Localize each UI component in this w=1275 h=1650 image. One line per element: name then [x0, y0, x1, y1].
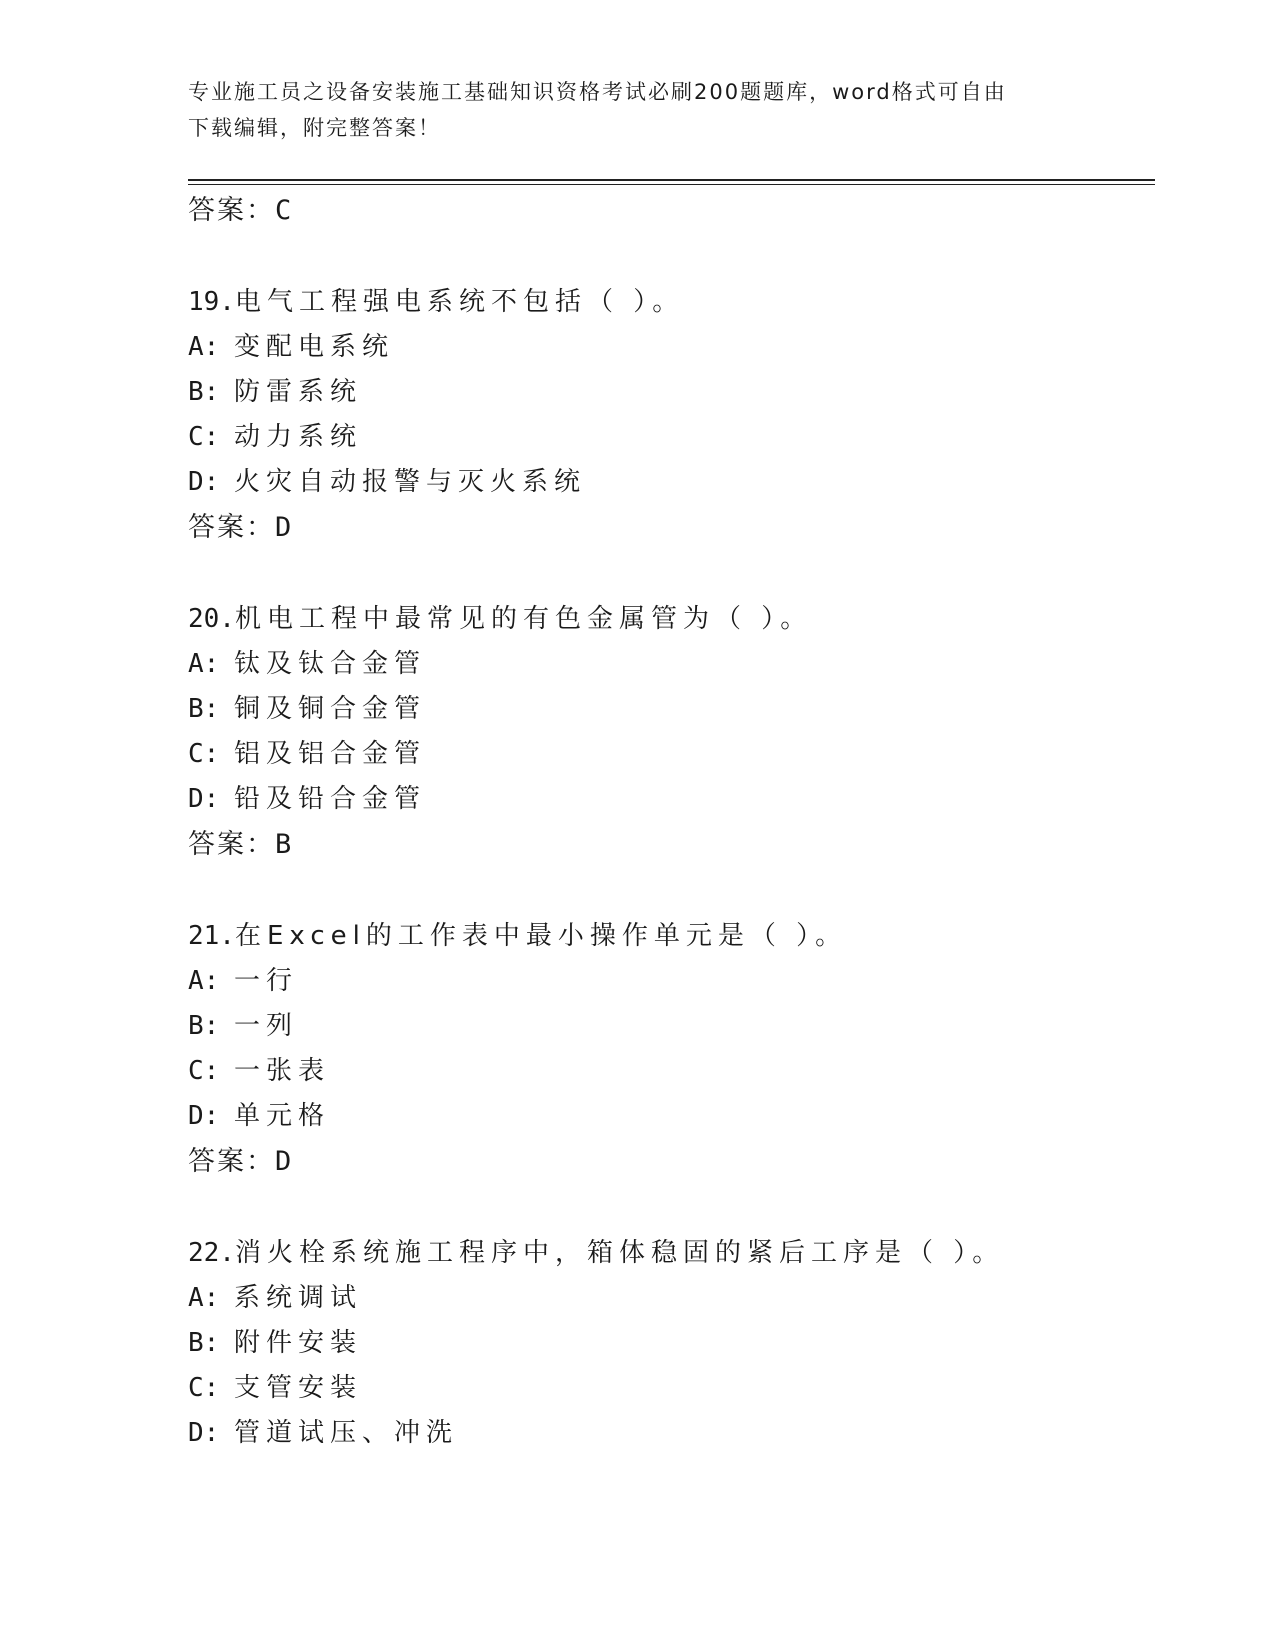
question-list	[188, 188, 1155, 1456]
question-block	[188, 596, 1155, 868]
answer-label: 答案：	[188, 195, 275, 226]
answer-line	[188, 1139, 1155, 1185]
question-stem: 在Excel的工作表中最小操作单元是（ ）。	[234, 921, 848, 951]
question-spacer	[188, 551, 1155, 596]
answer-label: 答案：	[188, 512, 275, 543]
answer-line	[188, 822, 1155, 868]
option-text: 防雷系统	[234, 377, 363, 407]
option-text: 一行	[234, 966, 299, 996]
question-text	[188, 1230, 1155, 1276]
option-text: 系统调试	[234, 1283, 363, 1313]
answer-value: D	[275, 1146, 294, 1177]
answer-label: 答案：	[188, 1146, 275, 1177]
option-item	[188, 1321, 1155, 1366]
option-text: 管道试压、冲洗	[234, 1418, 459, 1448]
question-text	[188, 596, 1155, 642]
answer-line-previous	[188, 188, 1155, 234]
option-letter: D:	[188, 467, 220, 497]
option-text: 火灾自动报警与灭火系统	[234, 467, 587, 497]
option-item	[188, 370, 1155, 415]
option-letter: A:	[188, 332, 220, 362]
option-text: 附件安装	[234, 1328, 363, 1358]
header-divider-thick	[188, 179, 1155, 181]
option-item	[188, 1366, 1155, 1411]
question-block	[188, 279, 1155, 551]
question-spacer	[188, 868, 1155, 913]
option-letter: C:	[188, 422, 220, 452]
question-number: 22.	[188, 1238, 235, 1268]
question-block	[188, 1230, 1155, 1456]
document-header	[188, 74, 1078, 146]
option-text: 变配电系统	[234, 332, 395, 362]
option-text: 一列	[234, 1011, 299, 1041]
question-stem: 电气工程强电系统不包括（ ）。	[234, 287, 685, 317]
question-text	[188, 279, 1155, 325]
option-letter: D:	[188, 1418, 220, 1448]
header-title-line-2: 下载编辑，附完整答案！	[188, 116, 441, 140]
option-letter: A:	[188, 1283, 220, 1313]
option-item	[188, 460, 1155, 505]
option-text: 铅及铅合金管	[234, 784, 427, 814]
option-letter: B:	[188, 1328, 220, 1358]
question-text	[188, 913, 1155, 959]
option-letter: C:	[188, 739, 220, 769]
option-letter: D:	[188, 1101, 220, 1131]
option-text: 支管安装	[234, 1373, 363, 1403]
option-item	[188, 687, 1155, 732]
option-item	[188, 732, 1155, 777]
option-text: 一张表	[234, 1056, 331, 1086]
option-item	[188, 1049, 1155, 1094]
option-item	[188, 1276, 1155, 1321]
option-item	[188, 777, 1155, 822]
question-number: 20.	[188, 604, 235, 634]
header-divider-thin	[188, 184, 1155, 185]
answer-line	[188, 505, 1155, 551]
option-letter: B:	[188, 694, 220, 724]
option-letter: B:	[188, 1011, 220, 1041]
question-stem: 消火栓系统施工程序中，箱体稳固的紧后工序是（ ）。	[234, 1238, 1005, 1268]
option-letter: A:	[188, 649, 220, 679]
questions-container	[188, 234, 1155, 1456]
header-title-line-1: 专业施工员之设备安装施工基础知识资格考试必刷200题题库，word格式可自由	[188, 80, 1007, 104]
option-text: 动力系统	[234, 422, 363, 452]
answer-value: D	[275, 512, 294, 543]
answer-label: 答案：	[188, 829, 275, 860]
option-letter: D:	[188, 784, 220, 814]
option-text: 铝及铝合金管	[234, 739, 427, 769]
answer-value: B	[275, 829, 294, 860]
option-item	[188, 959, 1155, 1004]
option-item	[188, 1004, 1155, 1049]
option-item	[188, 325, 1155, 370]
option-letter: C:	[188, 1056, 220, 1086]
option-text: 钛及钛合金管	[234, 649, 427, 679]
option-item	[188, 1411, 1155, 1456]
question-number: 19.	[188, 287, 235, 317]
option-letter: B:	[188, 377, 220, 407]
question-number: 21.	[188, 921, 235, 951]
option-text: 单元格	[234, 1101, 331, 1131]
question-spacer	[188, 1185, 1155, 1230]
option-letter: A:	[188, 966, 220, 996]
option-text: 铜及铜合金管	[234, 694, 427, 724]
option-item	[188, 415, 1155, 460]
answer-value: C	[275, 195, 294, 226]
question-spacer	[188, 234, 1155, 279]
question-stem: 机电工程中最常见的有色金属管为（ ）。	[234, 604, 813, 634]
option-item	[188, 1094, 1155, 1139]
option-item	[188, 642, 1155, 687]
question-block	[188, 913, 1155, 1185]
option-letter: C:	[188, 1373, 220, 1403]
